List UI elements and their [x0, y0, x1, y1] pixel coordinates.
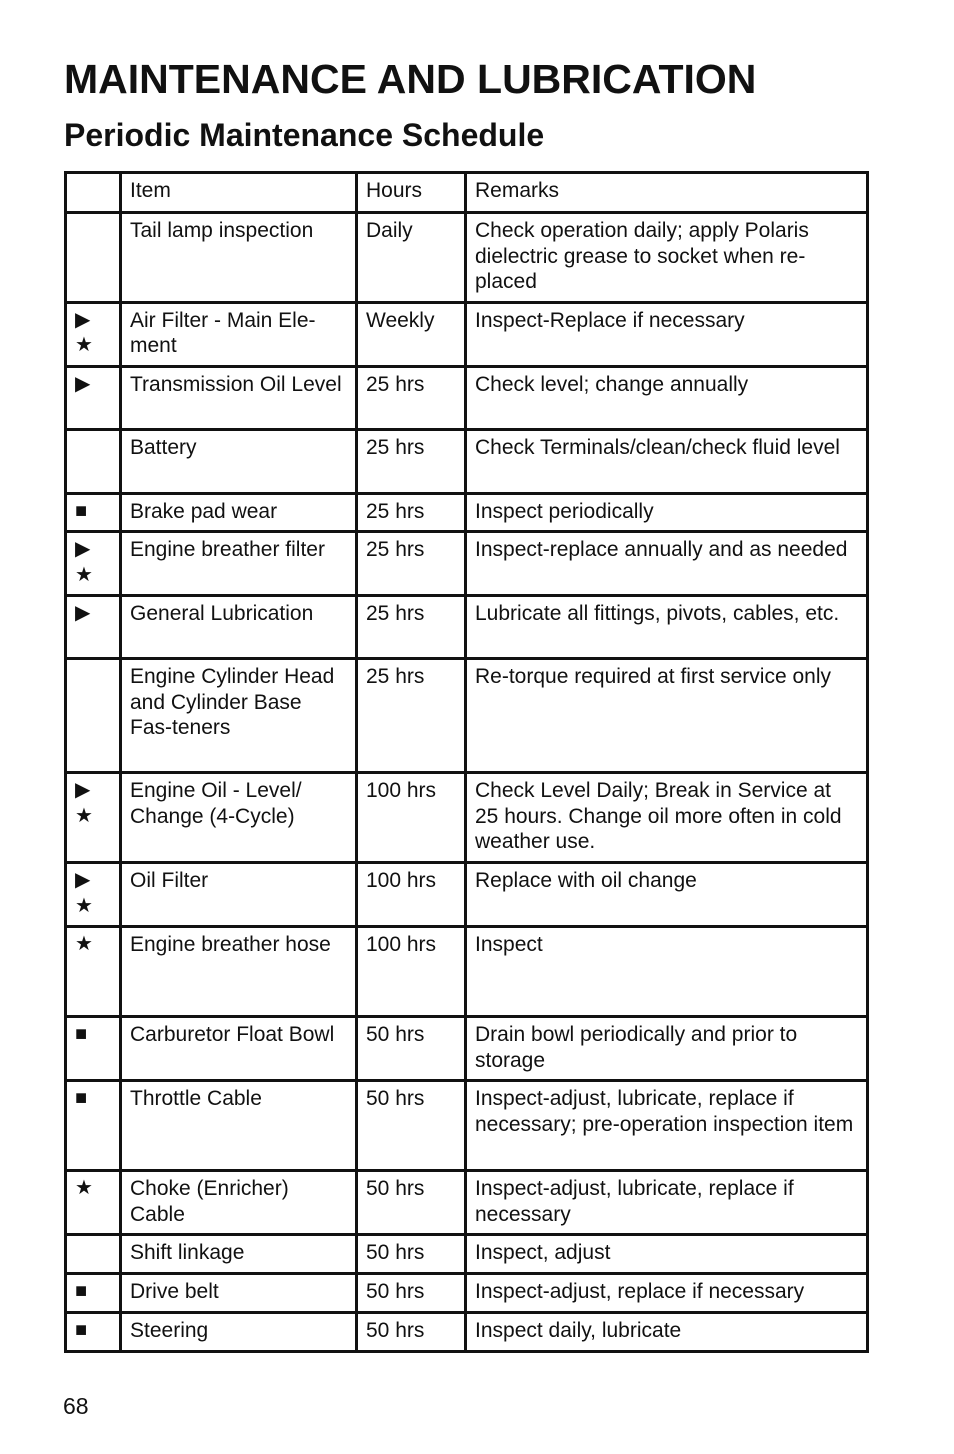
page-title: MAINTENANCE AND LUBRICATION [64, 56, 757, 102]
item-cell: Engine breather hose [121, 927, 357, 1017]
star-icon: ★ [75, 563, 93, 586]
header-remarks: Remarks [466, 173, 868, 213]
remarks-cell: Inspect-replace annually and as needed [466, 532, 868, 596]
table-row [66, 532, 868, 596]
hours-cell: 50 hrs [357, 1274, 466, 1313]
hours-cell: 25 hrs [357, 596, 466, 659]
star-icon: ★ [75, 1177, 93, 1199]
remarks-cell: Inspect [466, 927, 868, 1017]
hours-cell: 50 hrs [357, 1081, 466, 1171]
star-icon: ★ [75, 804, 93, 827]
symbol-cell [66, 213, 121, 303]
symbol-cell [66, 493, 121, 532]
item-cell: Engine Cylinder Head and Cylinder Base Fas-teners [121, 659, 357, 773]
section-title: Periodic Maintenance Schedule [64, 117, 545, 153]
remarks-cell: Replace with oil change [466, 863, 868, 927]
symbol-cell [66, 1171, 121, 1235]
symbol-cell [66, 863, 121, 927]
table-header-row [66, 173, 868, 213]
table-row [66, 213, 868, 303]
star-icon: ★ [75, 894, 93, 917]
square-icon: ■ [75, 499, 88, 522]
table-body [66, 173, 868, 1352]
item-cell: Carburetor Float Bowl [121, 1017, 357, 1081]
symbol-cell [66, 366, 121, 429]
symbol-cell [66, 1313, 121, 1352]
table-row [66, 429, 868, 493]
symbol-cell [66, 429, 121, 493]
header-symbol-cell [66, 173, 121, 213]
remarks-cell: Check Terminals/clean/check fluid level [466, 429, 868, 493]
square-icon: ■ [75, 1023, 88, 1045]
hours-cell: 25 hrs [357, 532, 466, 596]
star-icon: ★ [75, 933, 93, 955]
symbol-cell [66, 659, 121, 773]
table-row [66, 773, 868, 863]
triangle-right-icon: ▶ [75, 538, 91, 560]
item-cell: Transmission Oil Level [121, 366, 357, 429]
symbol-cell [66, 532, 121, 596]
item-cell: Engine breather filter [121, 532, 357, 596]
hours-cell: 100 hrs [357, 927, 466, 1017]
item-cell: Shift linkage [121, 1235, 357, 1274]
table-row [66, 659, 868, 773]
hours-cell: 100 hrs [357, 773, 466, 863]
maintenance-schedule-table [64, 171, 869, 1353]
item-cell: Throttle Cable [121, 1081, 357, 1171]
remarks-cell: Check level; change annually [466, 366, 868, 429]
hours-cell: 100 hrs [357, 863, 466, 927]
hours-cell: 25 hrs [357, 366, 466, 429]
square-icon: ■ [75, 1319, 88, 1341]
remarks-cell: Inspect periodically [466, 493, 868, 532]
symbol-cell [66, 1235, 121, 1274]
remarks-cell: Check Level Daily; Break in Service at 25 hours. Change oil more often in cold weather use. [466, 773, 868, 863]
remarks-cell: Inspect-adjust, lubricate, replace if necessary; pre-operation inspection item [466, 1081, 868, 1171]
item-cell: Engine Oil - Level/ Change (4-Cycle) [121, 773, 357, 863]
triangle-right-icon: ▶ [75, 869, 91, 891]
hours-cell: 25 hrs [357, 429, 466, 493]
table-row [66, 1235, 868, 1274]
triangle-right-icon: ▶ [75, 602, 91, 624]
item-cell: Brake pad wear [121, 493, 357, 532]
item-cell: Steering [121, 1313, 357, 1352]
hours-cell: 25 hrs [357, 493, 466, 532]
table-row [66, 927, 868, 1017]
star-icon: ★ [75, 334, 93, 356]
hours-cell: Daily [357, 213, 466, 303]
symbol-cell [66, 1274, 121, 1313]
table-row [66, 493, 868, 532]
symbol-cell [66, 302, 121, 366]
triangle-right-icon: ▶ [75, 308, 91, 331]
hours-cell: Weekly [357, 302, 466, 366]
remarks-cell: Inspect, adjust [466, 1235, 868, 1274]
triangle-right-icon: ▶ [75, 372, 91, 395]
square-icon: ■ [75, 1087, 88, 1109]
hours-cell: 50 hrs [357, 1171, 466, 1235]
symbol-cell [66, 1081, 121, 1171]
item-cell: Oil Filter [121, 863, 357, 927]
hours-cell: 50 hrs [357, 1313, 466, 1352]
symbol-cell [66, 773, 121, 863]
item-cell: Tail lamp inspection [121, 213, 357, 303]
table-row [66, 302, 868, 366]
remarks-cell: Re-torque required at first service only [466, 659, 868, 773]
remarks-cell: Drain bowl periodically and prior to storage [466, 1017, 868, 1081]
table-row [66, 1017, 868, 1081]
remarks-cell: Lubricate all fittings, pivots, cables, etc. [466, 596, 868, 659]
remarks-cell: Inspect-adjust, lubricate, replace if necessary [466, 1171, 868, 1235]
remarks-cell: Check operation daily; apply Polaris dielectric grease to socket when re-placed [466, 213, 868, 303]
item-cell: Battery [121, 429, 357, 493]
remarks-cell: Inspect-Replace if necessary [466, 302, 868, 366]
table-row [66, 596, 868, 659]
header-hours: Hours [357, 173, 466, 213]
item-cell: Choke (Enricher) Cable [121, 1171, 357, 1235]
item-cell: Air Filter - Main Ele-ment [121, 302, 357, 366]
symbol-cell [66, 1017, 121, 1081]
item-cell: General Lubrication [121, 596, 357, 659]
hours-cell: 50 hrs [357, 1235, 466, 1274]
table-row [66, 863, 868, 927]
hours-cell: 25 hrs [357, 659, 466, 773]
triangle-right-icon: ▶ [75, 779, 91, 801]
table-row [66, 366, 868, 429]
remarks-cell: Inspect daily, lubricate [466, 1313, 868, 1352]
header-item: Item [121, 173, 357, 213]
table-row [66, 1313, 868, 1352]
item-cell: Drive belt [121, 1274, 357, 1313]
table-row [66, 1274, 868, 1313]
table-row [66, 1171, 868, 1235]
hours-cell: 50 hrs [357, 1017, 466, 1081]
remarks-cell: Inspect-adjust, replace if necessary [466, 1274, 868, 1313]
square-icon: ■ [75, 1280, 88, 1302]
symbol-cell [66, 596, 121, 659]
symbol-cell [66, 927, 121, 1017]
table-row [66, 1081, 868, 1171]
page-number: 68 [63, 1393, 89, 1419]
